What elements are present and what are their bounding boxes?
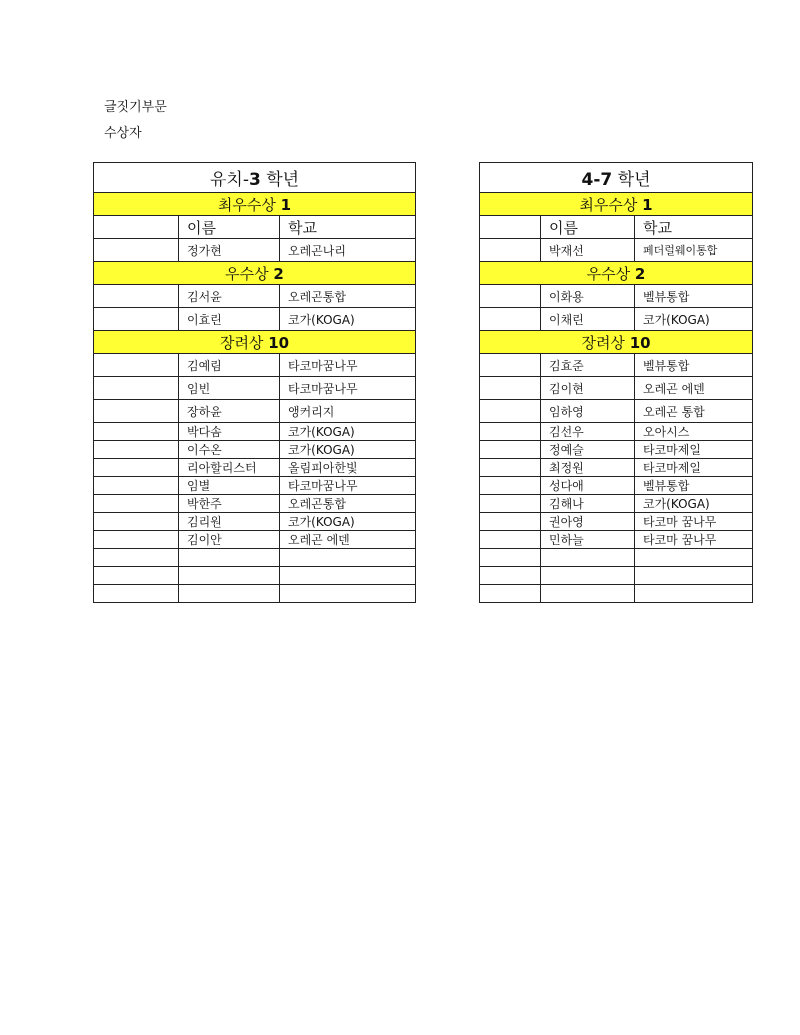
winner-school: 오레곤나리 <box>280 239 416 262</box>
table-row <box>94 377 416 400</box>
winner-name: 이화용 <box>541 285 635 308</box>
table-title: 4-7 학년 <box>480 163 753 193</box>
winner-name: 임하영 <box>541 400 635 423</box>
table-title-row <box>480 163 753 193</box>
table-row <box>94 441 416 459</box>
winner-name: 권아영 <box>541 513 635 531</box>
winner-name: 김효준 <box>541 354 635 377</box>
winner-school: 올림피아한빛 <box>280 459 416 477</box>
winner-name: 이효린 <box>179 308 280 331</box>
table-row <box>480 459 753 477</box>
column-header-row <box>480 216 753 239</box>
winner-school: 페더럴웨이통합 <box>635 239 753 262</box>
award-table-kinder-3 <box>93 162 416 603</box>
winner-school: 앵커리지 <box>280 400 416 423</box>
winner-school: 타코마꿈나무 <box>280 477 416 495</box>
section-header-top-award: 최우수상 1 <box>480 193 753 216</box>
winner-school: 타코마 꿈나무 <box>635 513 753 531</box>
table-row <box>480 513 753 531</box>
section-header-excellence: 우수상 2 <box>480 262 753 285</box>
column-header-name: 이름 <box>179 216 280 239</box>
winner-school: 벨뷰통합 <box>635 285 753 308</box>
table-row <box>480 531 753 549</box>
winner-school: 벨뷰통합 <box>635 477 753 495</box>
table-row <box>480 477 753 495</box>
winner-school: 오레곤 에덴 <box>280 531 416 549</box>
winner-name: 최정원 <box>541 459 635 477</box>
winner-school: 코가(KOGA) <box>280 423 416 441</box>
table-row <box>480 423 753 441</box>
winner-name: 임별 <box>179 477 280 495</box>
winner-school: 오레곤 통합 <box>635 400 753 423</box>
winner-school: 오아시스 <box>635 423 753 441</box>
winner-name: 임빈 <box>179 377 280 400</box>
table-row <box>94 531 416 549</box>
table-row <box>94 354 416 377</box>
winner-name: 김이현 <box>541 377 635 400</box>
winner-name: 김예림 <box>179 354 280 377</box>
table-row <box>94 308 416 331</box>
winner-school: 벨뷰통합 <box>635 354 753 377</box>
winner-school: 코가(KOGA) <box>280 441 416 459</box>
winner-school: 타코마꿈나무 <box>280 377 416 400</box>
empty-row <box>94 585 416 603</box>
empty-row <box>480 585 753 603</box>
empty-row <box>480 567 753 585</box>
column-header-row <box>94 216 416 239</box>
winner-school: 타코마제일 <box>635 441 753 459</box>
winner-school: 오레곤통합 <box>280 285 416 308</box>
winner-name: 박다솜 <box>179 423 280 441</box>
winner-school: 오레곤 에덴 <box>635 377 753 400</box>
table-title-row <box>94 163 416 193</box>
table-row <box>480 239 753 262</box>
winner-name: 김리원 <box>179 513 280 531</box>
winner-name: 김해나 <box>541 495 635 513</box>
section-header-encouragement: 장려상 10 <box>480 331 753 354</box>
column-header-school: 학교 <box>280 216 416 239</box>
table-row <box>94 495 416 513</box>
empty-row <box>94 549 416 567</box>
winner-name: 박재선 <box>541 239 635 262</box>
winner-school: 타코마꿈나무 <box>280 354 416 377</box>
winner-school: 오레곤통합 <box>280 495 416 513</box>
section-header-excellence: 우수상 2 <box>94 262 416 285</box>
page-title: 글짓기부문 <box>104 100 167 115</box>
table-row <box>94 477 416 495</box>
table-row <box>480 495 753 513</box>
winner-school: 코가(KOGA) <box>635 495 753 513</box>
table-title: 유치-3 학년 <box>94 163 416 193</box>
winner-school: 타코마 꿈나무 <box>635 531 753 549</box>
winner-name: 성다애 <box>541 477 635 495</box>
empty-row <box>480 549 753 567</box>
table-row <box>480 285 753 308</box>
table-row <box>94 513 416 531</box>
award-table-grade-4-7 <box>479 162 753 603</box>
winner-school: 코가(KOGA) <box>280 308 416 331</box>
table-row <box>480 308 753 331</box>
winner-name: 김서윤 <box>179 285 280 308</box>
table-row <box>94 239 416 262</box>
winner-name: 리아할리스터 <box>179 459 280 477</box>
table-row <box>94 400 416 423</box>
table-row <box>94 459 416 477</box>
table-row <box>480 441 753 459</box>
winner-school: 코가(KOGA) <box>635 308 753 331</box>
section-header-top-award: 최우수상 1 <box>94 193 416 216</box>
table-row <box>480 400 753 423</box>
table-row <box>480 377 753 400</box>
winner-school: 코가(KOGA) <box>280 513 416 531</box>
page-subtitle: 수상자 <box>104 126 142 141</box>
winner-name: 정가현 <box>179 239 280 262</box>
column-header-name: 이름 <box>541 216 635 239</box>
winner-name: 이채린 <box>541 308 635 331</box>
winner-school: 타코마제일 <box>635 459 753 477</box>
table-row <box>480 354 753 377</box>
winner-name: 정예슬 <box>541 441 635 459</box>
table-row <box>94 285 416 308</box>
column-header-school: 학교 <box>635 216 753 239</box>
table-row <box>94 423 416 441</box>
winner-name: 장하윤 <box>179 400 280 423</box>
winner-name: 민하늘 <box>541 531 635 549</box>
winner-name: 김이안 <box>179 531 280 549</box>
empty-row <box>94 567 416 585</box>
winner-name: 김선우 <box>541 423 635 441</box>
winner-name: 이수온 <box>179 441 280 459</box>
winner-name: 박한주 <box>179 495 280 513</box>
section-header-encouragement: 장려상 10 <box>94 331 416 354</box>
